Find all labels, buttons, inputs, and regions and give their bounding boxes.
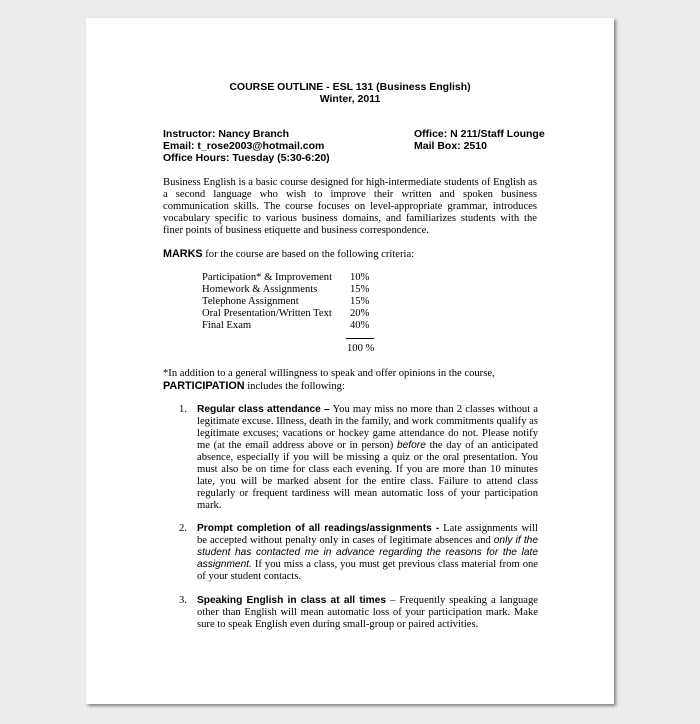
participation-note-start: *In addition to a general willingness to speak and offer opinions in the course, xyxy=(163,368,495,379)
mark-label: Participation* & Improvement xyxy=(202,272,333,283)
list-item-emphasis: only if the student has contacted me in advance regarding the reasons for the late assignment. xyxy=(197,535,538,570)
mark-value: 15% xyxy=(350,284,370,295)
participation-heading: PARTICIPATION xyxy=(163,380,245,392)
mark-label: Telephone Assignment xyxy=(202,296,299,307)
mark-value: 15% xyxy=(350,296,370,307)
mailbox-line: Mail Box: 2510 xyxy=(414,140,487,152)
list-item-text: Late assignments will be accepted without penalty only in cases of legitimate absences and xyxy=(197,523,538,546)
marks-heading: MARKS xyxy=(163,248,203,260)
email-line: Email: t_rose2003@hotmail.com xyxy=(163,140,325,152)
mark-value: 40% xyxy=(350,320,370,331)
marks-total: 100 % xyxy=(347,343,375,354)
list-item xyxy=(197,595,538,631)
marks-intro-text: for the course are based on the following criteria: xyxy=(202,249,415,260)
list-item-heading: Regular class attendance – xyxy=(197,404,330,415)
mark-label: Oral Presentation/Written Text xyxy=(202,308,332,319)
list-item xyxy=(197,523,538,583)
office-line: Office: N 211/Staff Lounge xyxy=(414,128,545,140)
course-title: COURSE OUTLINE - ESL 131 (Business English) xyxy=(229,81,471,93)
course-description: Business English is a basic course designed for high-intermediate students of English as a second language who wish to improve their written and spoken business communication skills. The course focuses on level-appropriate grammar, introduces vocabulary specific to various business domains, and familiarizes students with the finer points of business etiquette and business correspondence. xyxy=(163,177,537,236)
instructor-line: Instructor: Nancy Branch xyxy=(163,128,290,140)
mark-label: Homework & Assignments xyxy=(202,284,318,295)
term-title: Winter, 2011 xyxy=(319,93,381,105)
list-number: 3. xyxy=(179,595,187,606)
mark-label: Final Exam xyxy=(202,320,252,331)
mark-value: 10% xyxy=(350,272,370,283)
marks-intro xyxy=(163,248,537,261)
office-hours-line: Office Hours: Tuesday (5:30-6:20) xyxy=(163,152,330,164)
total-rule xyxy=(346,338,374,339)
mark-value: 20% xyxy=(350,308,370,319)
list-item-text: If you miss a class, you must get previous class material from one of your student contacts. xyxy=(197,559,538,582)
list-item-text: – Frequently speaking a language other than English will mean automatic loss of your participation mark. Make sure to speak English even during small-group or paired activities. xyxy=(197,595,538,630)
list-item-text: You may miss no more than 2 classes without a legitimate excuse. Illness, death in the family, and work commitments qualify as legitimate excuses; vacations or hockey game attendance do not. Please notify me (at the email address above or in person) xyxy=(197,404,538,451)
list-item-heading: Speaking English in class at all times xyxy=(197,595,386,606)
list-item-heading: Prompt completion of all readings/assignments - xyxy=(197,523,440,534)
participation-note-end: includes the following: xyxy=(244,381,345,392)
participation-note xyxy=(163,368,537,393)
list-item-emphasis: before xyxy=(396,440,426,451)
list-item xyxy=(197,404,538,512)
list-number: 2. xyxy=(179,523,187,534)
list-item-text: the day of an anticipated absence, especially if you will be missing a quiz or the oral presentation. You must also be on time for class each evening. If you are more than 10 minutes late, you will be marked absent for the entire class. Failure to attend class regularly or frequent tardiness will mean automatic loss of your participation mark. xyxy=(197,440,538,511)
list-number: 1. xyxy=(179,404,187,415)
document-page xyxy=(86,18,614,704)
